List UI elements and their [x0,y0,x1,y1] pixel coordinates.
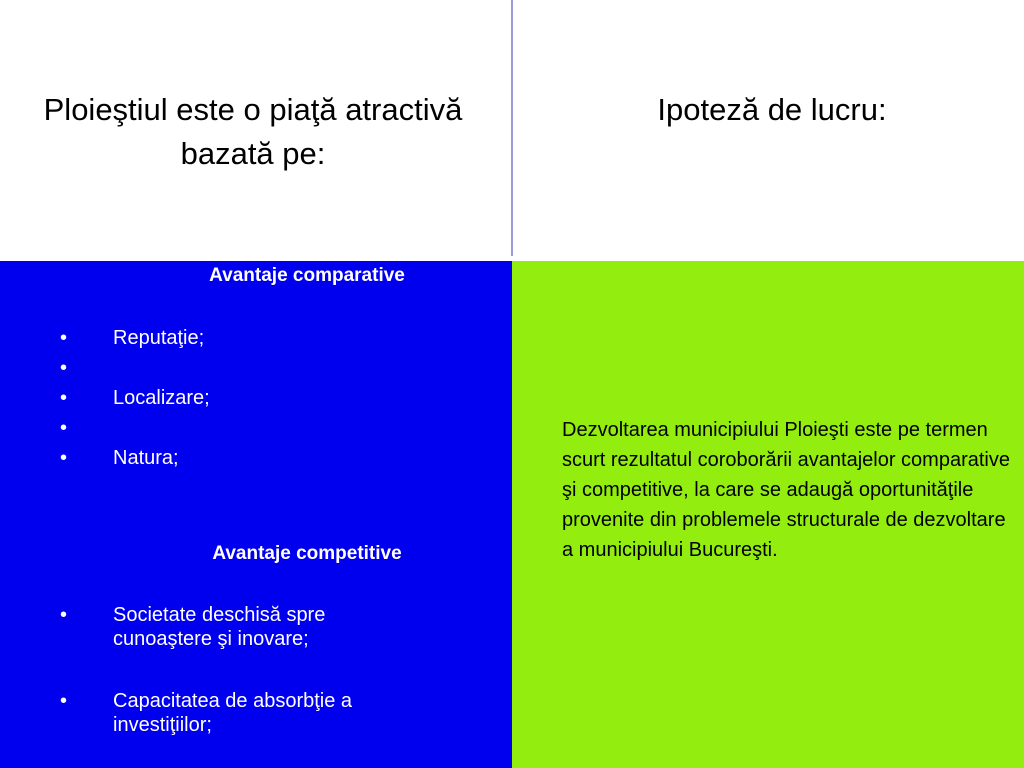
list-item-text: Natura; [113,447,179,469]
list-item [0,386,512,410]
advantages-panel [0,261,512,768]
bullet-dot: • [60,387,68,409]
list-item-text: Societate deschisă spre cunoaştere şi inovare; [113,604,326,650]
comparative-heading: Avantaje comparative [209,265,405,286]
list-item [0,326,512,350]
list-item [0,603,512,651]
competitive-list [0,603,512,737]
list-item [0,356,512,380]
list-item-text: Reputaţie; [113,327,205,349]
list-item [0,689,512,737]
bullet-dot: • [60,447,68,469]
hypothesis-text: Dezvoltarea municipiului Ploieşti este pe termen scurt rezultatul coroborării avantajelor comparative şi competitive, la care se adaugă oportunităţile provenite din problemele structurale de dezvoltare a municipiului Bucureşti. [562,419,1010,561]
competitive-heading: Avantaje competitive [212,543,402,564]
bullet-dot: • [60,604,68,626]
list-item-text: Localizare; [113,387,210,409]
comparative-list [0,326,512,470]
bullet-dot: • [60,690,68,712]
bullet-dot: • [60,417,68,439]
left-title: Ploieştiul este o piaţă atractivă bazată pe: [43,92,463,171]
list-item [0,446,512,470]
hypothesis-panel [512,261,1024,768]
list-item-text: Capacitatea de absorbţie a investiţiilor; [113,690,353,736]
list-item [0,416,512,440]
right-title: Ipoteză de lucru: [657,92,887,127]
bullet-dot: • [60,357,68,379]
header-divider [511,0,513,256]
bullet-dot: • [60,327,68,349]
